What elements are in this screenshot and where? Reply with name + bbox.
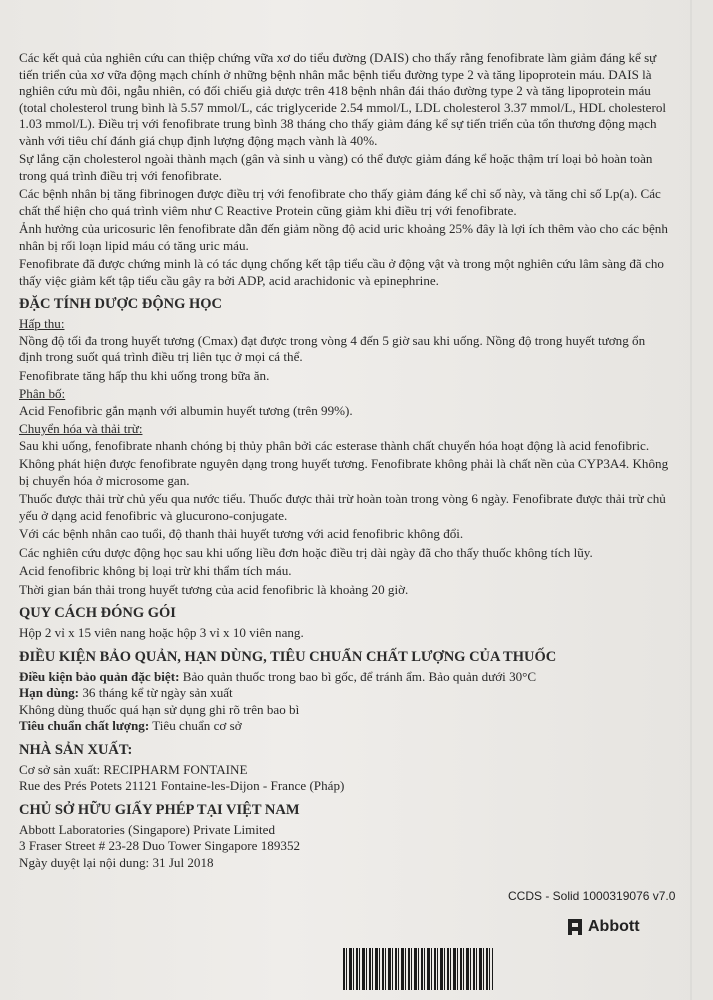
metabolism-text-2: Không phát hiện được fenofibrate nguyên dạng trong huyết tương. Fenofibrate không phải là chất nền của CYP3A4. Không bị chuyển hóa ở microsome gan.: [19, 456, 669, 488]
packaging-heading: QUY CÁCH ĐÓNG GÓI: [19, 605, 176, 621]
approval-date: Ngày duyệt lại nội dung: 31 Jul 2018: [19, 854, 214, 870]
ccds-code: CCDS - Solid 1000319076 v7.0: [508, 889, 676, 903]
license-holder-line-2: 3 Fraser Street # 23-28 Duo Tower Singapore 189352: [19, 838, 301, 853]
distribution-title: Phân bố:: [19, 386, 66, 401]
barcode: [343, 948, 493, 990]
metabolism-title: Chuyển hóa và thải trừ:: [19, 421, 143, 436]
paragraph-fibrinogen: Các bệnh nhân bị tăng fibrinogen được điều trị với fenofibrate cho thấy giảm đáng kể chỉ số này, và tăng chỉ số Lp(a). Các chất thể hiện cho quá trình viêm như C Reactive Protein cũng giảm khi điều trị với fenofibrate.: [19, 186, 661, 218]
metabolism-text-3: Thuốc được thải trừ chủ yếu qua nước tiểu. Thuốc được thải trừ hoàn toàn trong vòng 6 ngày. Fenofibrate được thải trừ chủ yếu ở dạng acid fenofibric và glucurono-conjugate.: [19, 491, 666, 523]
abbott-logo: [567, 918, 640, 936]
quality-standard: [19, 718, 669, 735]
metabolism-text-5: Các nghiên cứu dược động học sau khi uống liều đơn hoặc điều trị dài ngày đã cho thấy thuốc không tích lũy.: [19, 544, 593, 560]
absorption-text-2: Fenofibrate tăng hấp thu khi uống trong bữa ăn.: [19, 367, 270, 383]
leaflet-content: [19, 50, 669, 871]
packaging-text: Hộp 2 vỉ x 15 viên nang hoặc hộp 3 vỉ x 10 viên nang.: [19, 625, 304, 640]
metabolism-text-6: Acid fenofibric không bị loại trừ khi thẩm tích máu.: [19, 563, 292, 578]
quality-text: Tiêu chuẩn cơ sở: [149, 718, 242, 733]
license-holder-heading: CHỦ SỞ HỮU GIẤY PHÉP TẠI VIỆT NAM: [19, 801, 300, 818]
expiry: [19, 685, 669, 702]
license-holder-line-1: Abbott Laboratories (Singapore) Private Limited: [19, 821, 275, 837]
storage-condition-text: Bảo quản thuốc trong bao bì gốc, để tránh ẩm. Bảo quản dưới 30°C: [179, 668, 537, 684]
metabolism-text-7: Thời gian bán thải trong huyết tương của acid fenofibric là khoảng 20 giờ.: [19, 581, 409, 597]
distribution-text: Acid Fenofibric gắn mạnh với albumin huyết tương (trên 99%).: [19, 402, 353, 418]
manufacturer-line-2: Rue des Prés Potets 21121 Fontaine-les-Dijon - France (Pháp): [19, 778, 345, 793]
abbott-logo-text: Abbott: [588, 918, 640, 935]
absorption-text-1: Nồng độ tối đa trong huyết tương (Cmax) đạt được trong vòng 4 đến 5 giờ sau khi uống. Nồng độ trong huyết tương ổn định trong suốt quá trình điều trị liên tục ở mọi cá thể.: [19, 332, 646, 364]
expiry-note: Không dùng thuốc quá hạn sử dụng ghi rõ trên bao bì: [19, 701, 300, 717]
metabolism-text-1: Sau khi uống, fenofibrate nhanh chóng bị thủy phân bởi các esterase thành chất chuyển hóa hoạt động là acid fenofibric.: [19, 437, 650, 453]
paragraph-platelet: Fenofibrate đã được chứng minh là có tác dụng chống kết tập tiểu cầu ở động vật và trong một nghiên cứu lâm sàng đã cho thấy việc giảm kết tập tiểu cầu gây ra bởi ADP, acid arachidonic và epinephrine.: [19, 256, 664, 288]
expiry-label: Hạn dùng:: [19, 685, 80, 700]
pk-heading: ĐẶC TÍNH DƯỢC ĐỘNG HỌC: [19, 296, 223, 312]
absorption-title: Hấp thu:: [19, 316, 65, 331]
manufacturer-line-1: Cơ sở sản xuất: RECIPHARM FONTAINE: [19, 761, 248, 777]
paragraph-dais: Các kết quả của nghiên cứu can thiệp chứng vữa xơ do tiểu đường (DAIS) cho thấy rằng fenofibrate làm giảm đáng kể sự tiến triển của xơ vữa động mạch chính ở những bệnh nhân mắc bệnh tiểu đường type 2 và tăng lipoprotein máu. DAIS là nghiên cứu mù đôi, ngẫu nhiên, có đối chiếu giả dược trên 418 bệnh nhân đái tháo đường type 2 và tăng lipoprotein máu (total cholesterol trung bình là 5.57 mmol/L, các triglyceride 2.54 mmol/L, LDL cholesterol 3.37 mmol/L, HDL cholesterol 1.03 mmol/L). Điều trị với fenofibrate trung bình 38 tháng cho thấy giảm đáng kể sự tiến triển của tổn thương động mạch vành với tiêu chí đánh giá chụp định lượng động mạch vành là 40%.: [19, 50, 667, 148]
quality-label: Tiêu chuẩn chất lượng:: [19, 718, 150, 733]
storage-condition-label: Điều kiện bảo quản đặc biệt:: [19, 668, 180, 684]
metabolism-text-4: Với các bệnh nhân cao tuổi, độ thanh thải huyết tương với acid fenofibric không đổi.: [19, 526, 464, 541]
manufacturer-heading: NHÀ SẢN XUẤT:: [19, 741, 133, 758]
paragraph-cholesterol: Sự lắng cặn cholesterol ngoài thành mạch (gân và sinh u vàng) có thể được giảm đáng kể hoặc thậm trí loại bỏ hoàn toàn trong quá trình điều trị với fenofibrate.: [19, 151, 653, 183]
storage-condition: [19, 669, 669, 686]
paragraph-uricosuric: Ảnh hưởng của uricosuric lên fenofibrate dẫn đến giảm nồng độ acid uric khoảng 25% đây là lợi ích thêm vào cho các bệnh nhân bị rối loạn lipid máu có tăng uric máu.: [19, 221, 668, 253]
storage-heading: ĐIỀU KIỆN BẢO QUẢN, HẠN DÙNG, TIÊU CHUẨN CHẤT LƯỢNG CỦA THUỐC: [19, 648, 557, 665]
expiry-text: 36 tháng kể từ ngày sản xuất: [79, 685, 233, 700]
abbott-logo-icon: [567, 918, 583, 936]
